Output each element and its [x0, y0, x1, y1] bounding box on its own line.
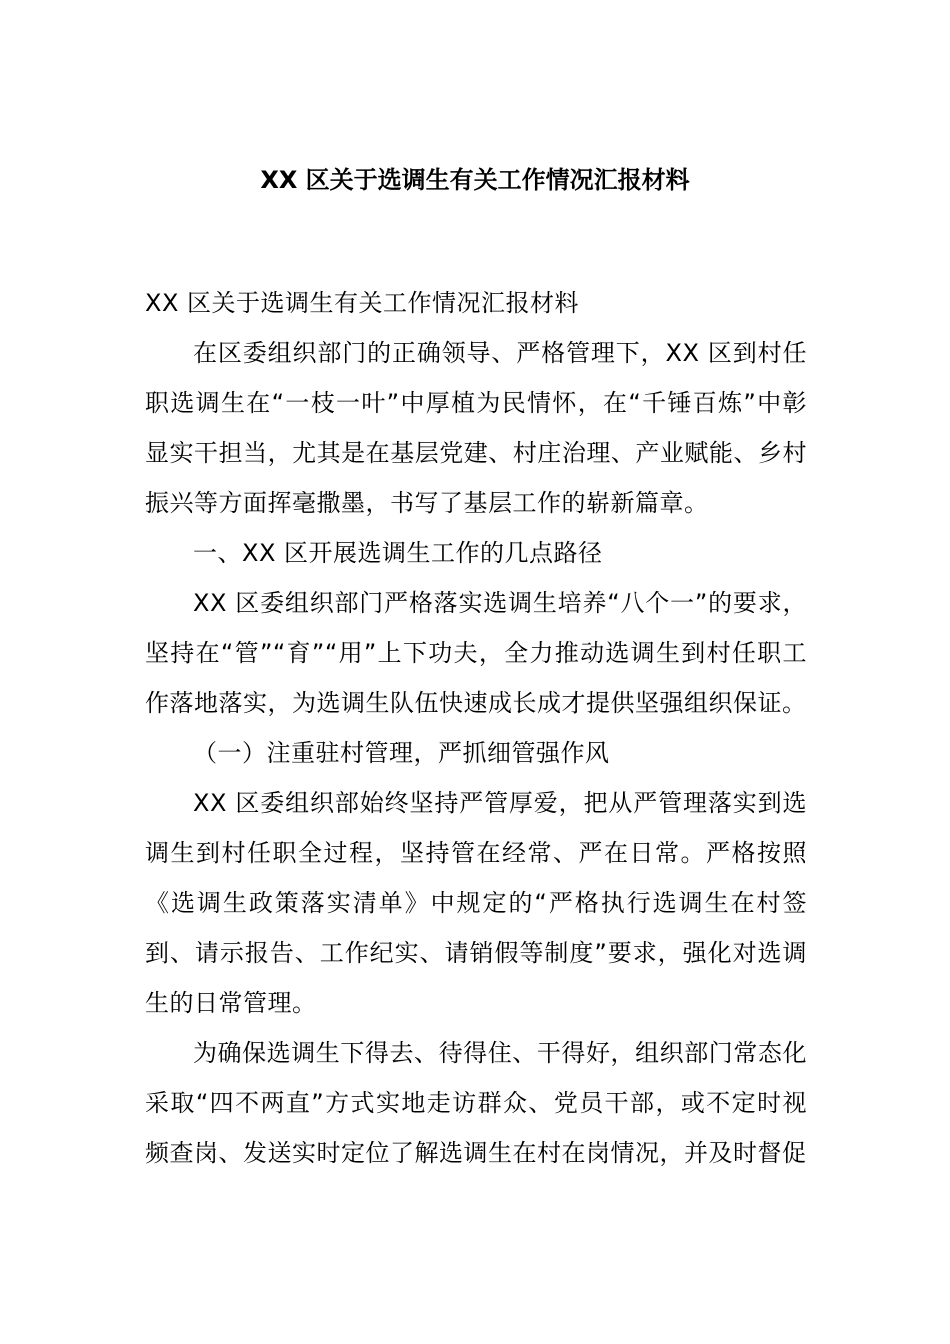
subsection-1-paragraph-1: XX 区委组织部始终坚持严管厚爱，把从严管理落实到选调生到村任职全过程，坚持管在经常、严在日常。严格按照《选调生政策落实清单》中规定的“严格执行选调生在村签到、请示报告、工作纪实、请销假等制度”要求，强化对选调生的日常管理。	[145, 789, 807, 1017]
subsection-heading-1: （一）注重驻村管理，严抓细管强作风	[193, 739, 610, 767]
intro-paragraph: 在区委组织部门的正确领导、严格管理下，XX 区到村任职选调生在“一枝一叶”中厚植为民情怀，在“千锤百炼”中彰显实干担当，尤其是在基层党建、村庄治理、产业赋能、乡村振兴等方面挥毫撒墨，书写了基层工作的崭新篇章。	[145, 339, 807, 517]
subsection-1-paragraph-2: 为确保选调生下得去、待得住、干得好，组织部门常态化采取“四不两直”方式实地走访群众、党员干部，或不定时视频查岗、发送实时定位了解选调生在村在岗情况，并及时督促	[145, 1039, 807, 1167]
section-heading-1: 一、XX 区开展选调生工作的几点路径	[193, 539, 603, 567]
body-heading-line: XX 区关于选调生有关工作情况汇报材料	[145, 289, 580, 317]
section-1-paragraph: XX 区委组织部门严格落实选调生培养“八个一”的要求，坚持在“管”“育”“用”上下功夫，全力推动选调生到村任职工作落地落实，为选调生队伍快速成长成才提供坚强组织保证。	[145, 589, 807, 717]
document-body	[145, 278, 807, 1178]
document-title: XX 区关于选调生有关工作情况汇报材料	[260, 166, 690, 194]
